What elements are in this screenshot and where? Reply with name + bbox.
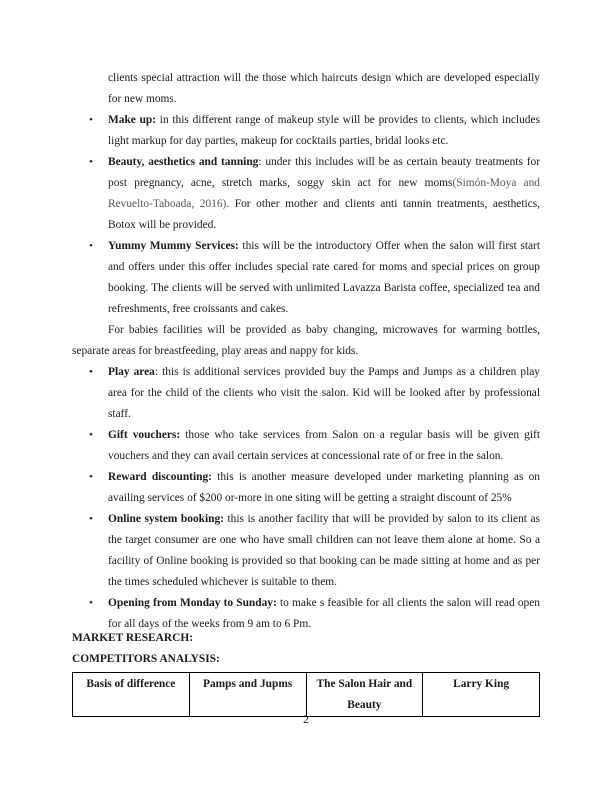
bullet-text: : this is additional services provided buy the Pamps and Jumps as a children play area for the child of the clients who visit the salon. Kid will be looked after by professional staff. [108,366,540,420]
bullet-text: those who take services from Salon on a regular basis will be given gift vouchers and they can avail certain services at concessional rate of or free in the salon. [108,429,540,462]
bullet-online-booking [89,509,540,593]
bullet-text: this is another measure developed under marketing planning as on availing services of $200 or-more in one siting will be getting a straight discount of 25% [108,471,540,504]
intro-continuation: clients special attraction will the those which haircuts design which are developed especially for new moms. [108,72,540,105]
bullet-yummy-mummy [89,236,540,320]
bullet-text: to make s feasible for all clients the salon will read open for all days of the weeks from 9 am to 6 Pm. [108,597,540,630]
page-number: 2 [303,714,309,726]
competitors-analysis-heading: COMPETITORS ANALYSIS: [72,653,220,665]
bullet-title: Play area [108,366,155,378]
bullet-title: Gift vouchers: [108,429,181,441]
bullet-makeup [89,110,540,152]
bullet-title: Online system booking: [108,513,224,525]
bullet-play-area [89,362,540,425]
bullet-icon: • [89,156,93,168]
table-header-cell: Basis of difference [73,673,190,717]
bullet-beauty [89,152,540,236]
table-header-cell: Pamps and Jupms [189,673,306,717]
bullet-title: Make up: [108,114,157,126]
citation: (Simón-Moya and Revuelto-Taboada, 2016) [108,177,540,210]
bullet-title: Opening from Monday to Sunday: [108,597,277,609]
market-research-heading: MARKET RESEARCH: [72,632,193,644]
bullet-icon: • [89,366,93,378]
bullet-icon: • [89,429,93,441]
bullet-title: Yummy Mummy Services: [108,240,239,252]
bullet-text: this is another facility that will be provided by salon to its client as the target consumer are one who have small children can not leave them alone at home. So a facility of Online booking is provided so that booking can be made sitting at home and as per the times scheduled whichever is suitable to them. [108,513,540,588]
bullet-text: : under this includes will be as certain beauty treatments for post pregnancy, acne, stretch marks, soggy skin act for new moms [108,156,540,189]
bullet-gift-vouchers [89,425,540,467]
bullet-icon: • [89,597,93,609]
bullet-text-after: . For other mother and clients anti tannin treatments, aesthetics, Botox will be provided. [108,198,540,231]
babies-paragraph: For babies facilities will be provided as baby changing, microwaves for warming bottles, separate areas for breastfeeding, play areas and nappy for kids. [72,324,540,357]
bullet-title: Beauty, aesthetics and tanning [108,156,259,168]
competitors-table [72,672,540,717]
bullet-text: this will be the introductory Offer when the salon will first start and offers under this offer includes special rate cared for moms and special prices on group booking. The clients will be served with unlimited Lavazza Barista coffee, specialized tea and refreshments, free croissants and cakes. [108,240,540,315]
bullet-icon: • [89,471,93,483]
bullet-icon: • [89,114,93,126]
bullet-icon: • [89,240,93,252]
bullet-text: in this different range of makeup style will be provides to clients, which includes light markup for day parties, makeup for cocktails parties, bridal looks etc. [108,114,540,147]
bullet-icon: • [89,513,93,525]
bullet-reward-discounting [89,467,540,509]
table-header-row [73,673,540,717]
table-header-cell: The Salon Hair and Beauty [306,673,423,717]
bullet-title: Reward discounting: [108,471,212,483]
table-header-cell: Larry King [423,673,540,717]
